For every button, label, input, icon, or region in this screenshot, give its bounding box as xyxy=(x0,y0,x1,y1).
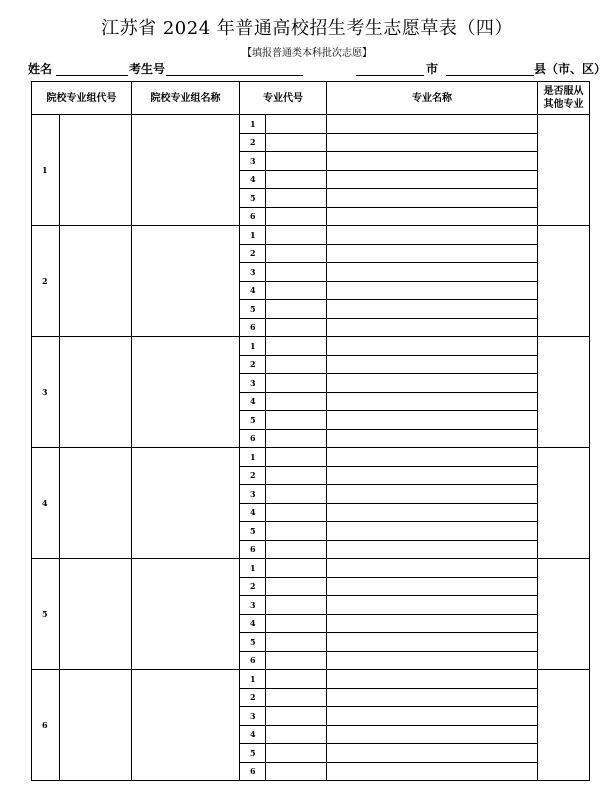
group-name-cell[interactable] xyxy=(132,559,240,670)
major-index: 4 xyxy=(240,614,266,633)
major-index: 4 xyxy=(240,725,266,744)
form-subtitle: 【填报普通类本科批次志愿】 xyxy=(242,48,372,59)
header-major-code: 专业代号 xyxy=(240,82,327,115)
major-code-cell[interactable] xyxy=(266,115,327,134)
header-major-name: 专业名称 xyxy=(327,82,538,115)
group-name-cell[interactable] xyxy=(132,226,240,337)
major-index: 2 xyxy=(240,355,266,374)
major-code-cell[interactable] xyxy=(266,189,327,208)
major-name-cell[interactable] xyxy=(327,651,538,670)
major-name-cell[interactable] xyxy=(327,115,538,134)
major-name-cell[interactable] xyxy=(327,466,538,485)
major-name-cell[interactable] xyxy=(327,152,538,171)
group-index: 4 xyxy=(32,448,60,559)
major-name-cell[interactable] xyxy=(327,133,538,152)
major-name-cell[interactable] xyxy=(327,503,538,522)
major-name-cell[interactable] xyxy=(327,577,538,596)
group-code-cell[interactable] xyxy=(60,226,132,337)
major-name-cell[interactable] xyxy=(327,207,538,226)
major-code-cell[interactable] xyxy=(266,133,327,152)
header-group-code: 院校专业组代号 xyxy=(32,82,132,115)
major-name-cell[interactable] xyxy=(327,170,538,189)
major-index: 4 xyxy=(240,170,266,189)
form-body xyxy=(32,115,590,781)
major-code-cell[interactable] xyxy=(266,725,327,744)
obey-other-cell[interactable] xyxy=(538,448,590,559)
major-index: 3 xyxy=(240,596,266,615)
major-code-cell[interactable] xyxy=(266,411,327,430)
major-code-cell[interactable] xyxy=(266,596,327,615)
major-code-cell[interactable] xyxy=(266,522,327,541)
major-index: 3 xyxy=(240,263,266,282)
obey-other-cell[interactable] xyxy=(538,559,590,670)
major-index: 4 xyxy=(240,503,266,522)
major-code-cell[interactable] xyxy=(266,707,327,726)
major-name-cell[interactable] xyxy=(327,392,538,411)
major-name-cell[interactable] xyxy=(327,355,538,374)
table-row xyxy=(32,226,590,245)
group-code-cell[interactable] xyxy=(60,115,132,226)
group-index: 6 xyxy=(32,670,60,781)
major-name-cell[interactable] xyxy=(327,633,538,652)
major-index: 3 xyxy=(240,374,266,393)
group-name-cell[interactable] xyxy=(132,337,240,448)
major-index: 6 xyxy=(240,429,266,448)
major-index: 3 xyxy=(240,485,266,504)
major-name-cell[interactable] xyxy=(327,226,538,245)
major-name-cell[interactable] xyxy=(327,670,538,689)
exam-no-label: 考生号 xyxy=(129,62,166,76)
major-index: 1 xyxy=(240,115,266,134)
major-name-cell[interactable] xyxy=(327,559,538,578)
header-obey-line1: 是否服从 xyxy=(543,86,584,97)
major-index: 3 xyxy=(240,707,266,726)
group-code-cell[interactable] xyxy=(60,448,132,559)
major-index: 2 xyxy=(240,133,266,152)
major-code-cell[interactable] xyxy=(266,448,327,467)
major-name-cell[interactable] xyxy=(327,762,538,781)
major-name-cell[interactable] xyxy=(327,448,538,467)
major-code-cell[interactable] xyxy=(266,559,327,578)
major-code-cell[interactable] xyxy=(266,651,327,670)
group-code-cell[interactable] xyxy=(60,337,132,448)
table-row xyxy=(32,337,590,356)
major-index: 5 xyxy=(240,522,266,541)
major-index: 2 xyxy=(240,688,266,707)
major-code-cell[interactable] xyxy=(266,485,327,504)
major-index: 1 xyxy=(240,337,266,356)
major-index: 2 xyxy=(240,466,266,485)
major-code-cell[interactable] xyxy=(266,392,327,411)
group-name-cell[interactable] xyxy=(132,448,240,559)
major-code-cell[interactable] xyxy=(266,281,327,300)
major-code-cell[interactable] xyxy=(266,300,327,319)
major-name-cell[interactable] xyxy=(327,596,538,615)
major-code-cell[interactable] xyxy=(266,670,327,689)
table-row xyxy=(32,559,590,578)
major-name-cell[interactable] xyxy=(327,189,538,208)
major-name-cell[interactable] xyxy=(327,688,538,707)
obey-other-cell[interactable] xyxy=(538,670,590,781)
header-obey-line2: 其他专业 xyxy=(543,99,584,110)
major-index: 5 xyxy=(240,300,266,319)
major-code-cell[interactable] xyxy=(266,744,327,763)
major-code-cell[interactable] xyxy=(266,614,327,633)
major-code-cell[interactable] xyxy=(266,263,327,282)
major-index: 6 xyxy=(240,318,266,337)
major-index: 6 xyxy=(240,762,266,781)
major-index: 5 xyxy=(240,744,266,763)
obey-other-cell[interactable] xyxy=(538,226,590,337)
major-name-cell[interactable] xyxy=(327,485,538,504)
major-index: 6 xyxy=(240,207,266,226)
group-index: 5 xyxy=(32,559,60,670)
major-index: 1 xyxy=(240,559,266,578)
major-name-cell[interactable] xyxy=(327,263,538,282)
group-name-cell[interactable] xyxy=(132,115,240,226)
name-label: 姓名 xyxy=(28,62,53,76)
major-code-cell[interactable] xyxy=(266,337,327,356)
major-code-cell[interactable] xyxy=(266,429,327,448)
major-index: 5 xyxy=(240,633,266,652)
candidate-info-line xyxy=(28,60,608,78)
major-index: 1 xyxy=(240,670,266,689)
major-name-cell[interactable] xyxy=(327,429,538,448)
major-code-cell[interactable] xyxy=(266,152,327,171)
table-row xyxy=(32,448,590,467)
obey-other-cell[interactable] xyxy=(538,337,590,448)
city-field[interactable] xyxy=(356,75,424,76)
major-name-cell[interactable] xyxy=(327,522,538,541)
major-index: 6 xyxy=(240,651,266,670)
major-name-cell[interactable] xyxy=(327,614,538,633)
obey-other-cell[interactable] xyxy=(538,115,590,226)
group-index: 1 xyxy=(32,115,60,226)
major-name-cell[interactable] xyxy=(327,725,538,744)
major-index: 2 xyxy=(240,577,266,596)
major-code-cell[interactable] xyxy=(266,577,327,596)
major-index: 5 xyxy=(240,411,266,430)
major-name-cell[interactable] xyxy=(327,337,538,356)
major-name-cell[interactable] xyxy=(327,744,538,763)
table-row xyxy=(32,115,590,134)
major-name-cell[interactable] xyxy=(327,281,538,300)
major-code-cell[interactable] xyxy=(266,540,327,559)
group-code-cell[interactable] xyxy=(60,559,132,670)
table-row xyxy=(32,670,590,689)
major-code-cell[interactable] xyxy=(266,170,327,189)
major-code-cell[interactable] xyxy=(266,374,327,393)
county-label: 县（市、区） xyxy=(534,62,607,76)
exam-no-field[interactable] xyxy=(166,75,303,76)
major-name-cell[interactable] xyxy=(327,540,538,559)
major-code-cell[interactable] xyxy=(266,207,327,226)
group-code-cell[interactable] xyxy=(60,670,132,781)
volunteer-form-table xyxy=(31,81,590,781)
major-index: 4 xyxy=(240,281,266,300)
major-name-cell[interactable] xyxy=(327,318,538,337)
city-label: 市 xyxy=(426,62,439,76)
major-name-cell[interactable] xyxy=(327,244,538,263)
major-index: 4 xyxy=(240,392,266,411)
major-index: 2 xyxy=(240,244,266,263)
county-field[interactable] xyxy=(446,75,534,76)
major-index: 3 xyxy=(240,152,266,171)
major-name-cell[interactable] xyxy=(327,300,538,319)
header-group-name: 院校专业组名称 xyxy=(132,82,240,115)
major-code-cell[interactable] xyxy=(266,318,327,337)
major-index: 1 xyxy=(240,448,266,467)
group-index: 2 xyxy=(32,226,60,337)
major-code-cell[interactable] xyxy=(266,688,327,707)
major-code-cell[interactable] xyxy=(266,762,327,781)
major-index: 1 xyxy=(240,226,266,245)
group-name-cell[interactable] xyxy=(132,670,240,781)
major-index: 6 xyxy=(240,540,266,559)
major-code-cell[interactable] xyxy=(266,503,327,522)
group-index: 3 xyxy=(32,337,60,448)
form-title: 江苏省 2024 年普通高校招生考生志愿草表（四） xyxy=(101,18,513,39)
major-name-cell[interactable] xyxy=(327,374,538,393)
major-code-cell[interactable] xyxy=(266,244,327,263)
header-obey-other xyxy=(538,82,590,115)
major-code-cell[interactable] xyxy=(266,226,327,245)
major-code-cell[interactable] xyxy=(266,633,327,652)
major-name-cell[interactable] xyxy=(327,411,538,430)
major-index: 5 xyxy=(240,189,266,208)
major-code-cell[interactable] xyxy=(266,466,327,485)
major-code-cell[interactable] xyxy=(266,355,327,374)
name-field[interactable] xyxy=(56,75,128,76)
major-name-cell[interactable] xyxy=(327,707,538,726)
